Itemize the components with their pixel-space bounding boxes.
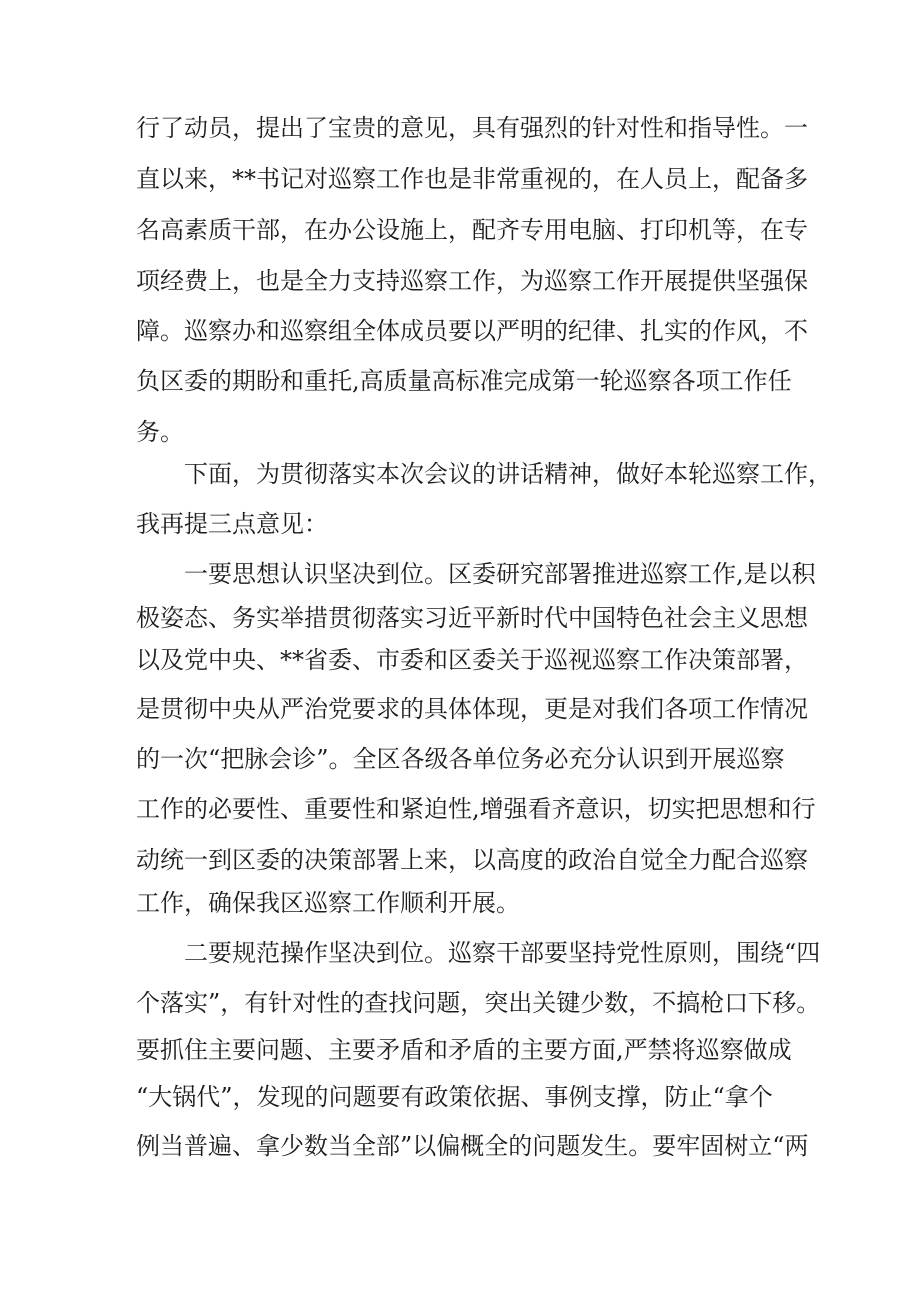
text-line: 负区委的期盼和重托,高质量高标准完成第一轮巡察各项工作任: [136, 367, 792, 395]
text-line: 我再提三点意见：: [136, 510, 328, 538]
text-line: 障。巡察办和巡察组全体成员要以严明的纪律、扎实的作风，不: [136, 317, 808, 345]
text-line: 极姿态、务实举措贯彻落实习近平新时代中国特色社会主义思想: [136, 604, 808, 632]
text-line: 下面，为贯彻落实本次会议的讲话精神，做好本轮巡察工作，: [184, 460, 832, 488]
text-line: 二要规范操作坚决到位。巡察干部要坚持党性原则，围绕“四: [184, 939, 821, 967]
text-line: 工作的必要性、重要性和紧迫性,增强看齐意识，切实把思想和行: [136, 795, 816, 823]
text-line: 行了动员，提出了宝贵的意见，具有强烈的针对性和指导性。一: [136, 114, 808, 142]
text-line: 一要思想认识坚决到位。区委研究部署推进巡察工作,是以积: [184, 560, 816, 588]
text-line: 名高素质干部，在办公设施上，配齐专用电脑、打印机等，在专: [136, 216, 808, 244]
text-line: 个落实”，有针对性的查找问题，突出关键少数，不搞枪口下移。: [136, 989, 821, 1017]
text-line: 务。: [136, 418, 184, 446]
text-line: 的一次“把脉会诊”。全区各级各单位务必充分认识到开展巡察: [136, 745, 785, 773]
text-line: 是贯彻中央从严治党要求的具体体现，更是对我们各项工作情况: [136, 695, 808, 723]
text-line: 以及党中央、**省委、市委和区委关于巡视巡察工作决策部署，: [136, 646, 808, 674]
text-line: 项经费上，也是全力支持巡察工作，为巡察工作开展提供坚强保: [136, 267, 808, 295]
text-line: 例当普遍、拿少数当全部”以偏概全的问题发生。要牢固树立“两: [136, 1132, 809, 1160]
text-line: 要抓住主要问题、主要矛盾和矛盾的主要方面,严禁将巡察做成: [136, 1036, 792, 1064]
text-line: 动统一到区委的决策部署上来，以高度的政治自觉全力配合巡察: [136, 846, 808, 874]
text-line: “大锅代”，发现的问题要有政策依据、事例支撑，防止“拿个: [136, 1083, 773, 1111]
text-line: 直以来，**书记对巡察工作也是非常重视的，在人员上，配备多: [136, 165, 808, 193]
text-line: 工作，确保我区巡察工作顺利开展。: [136, 889, 520, 917]
